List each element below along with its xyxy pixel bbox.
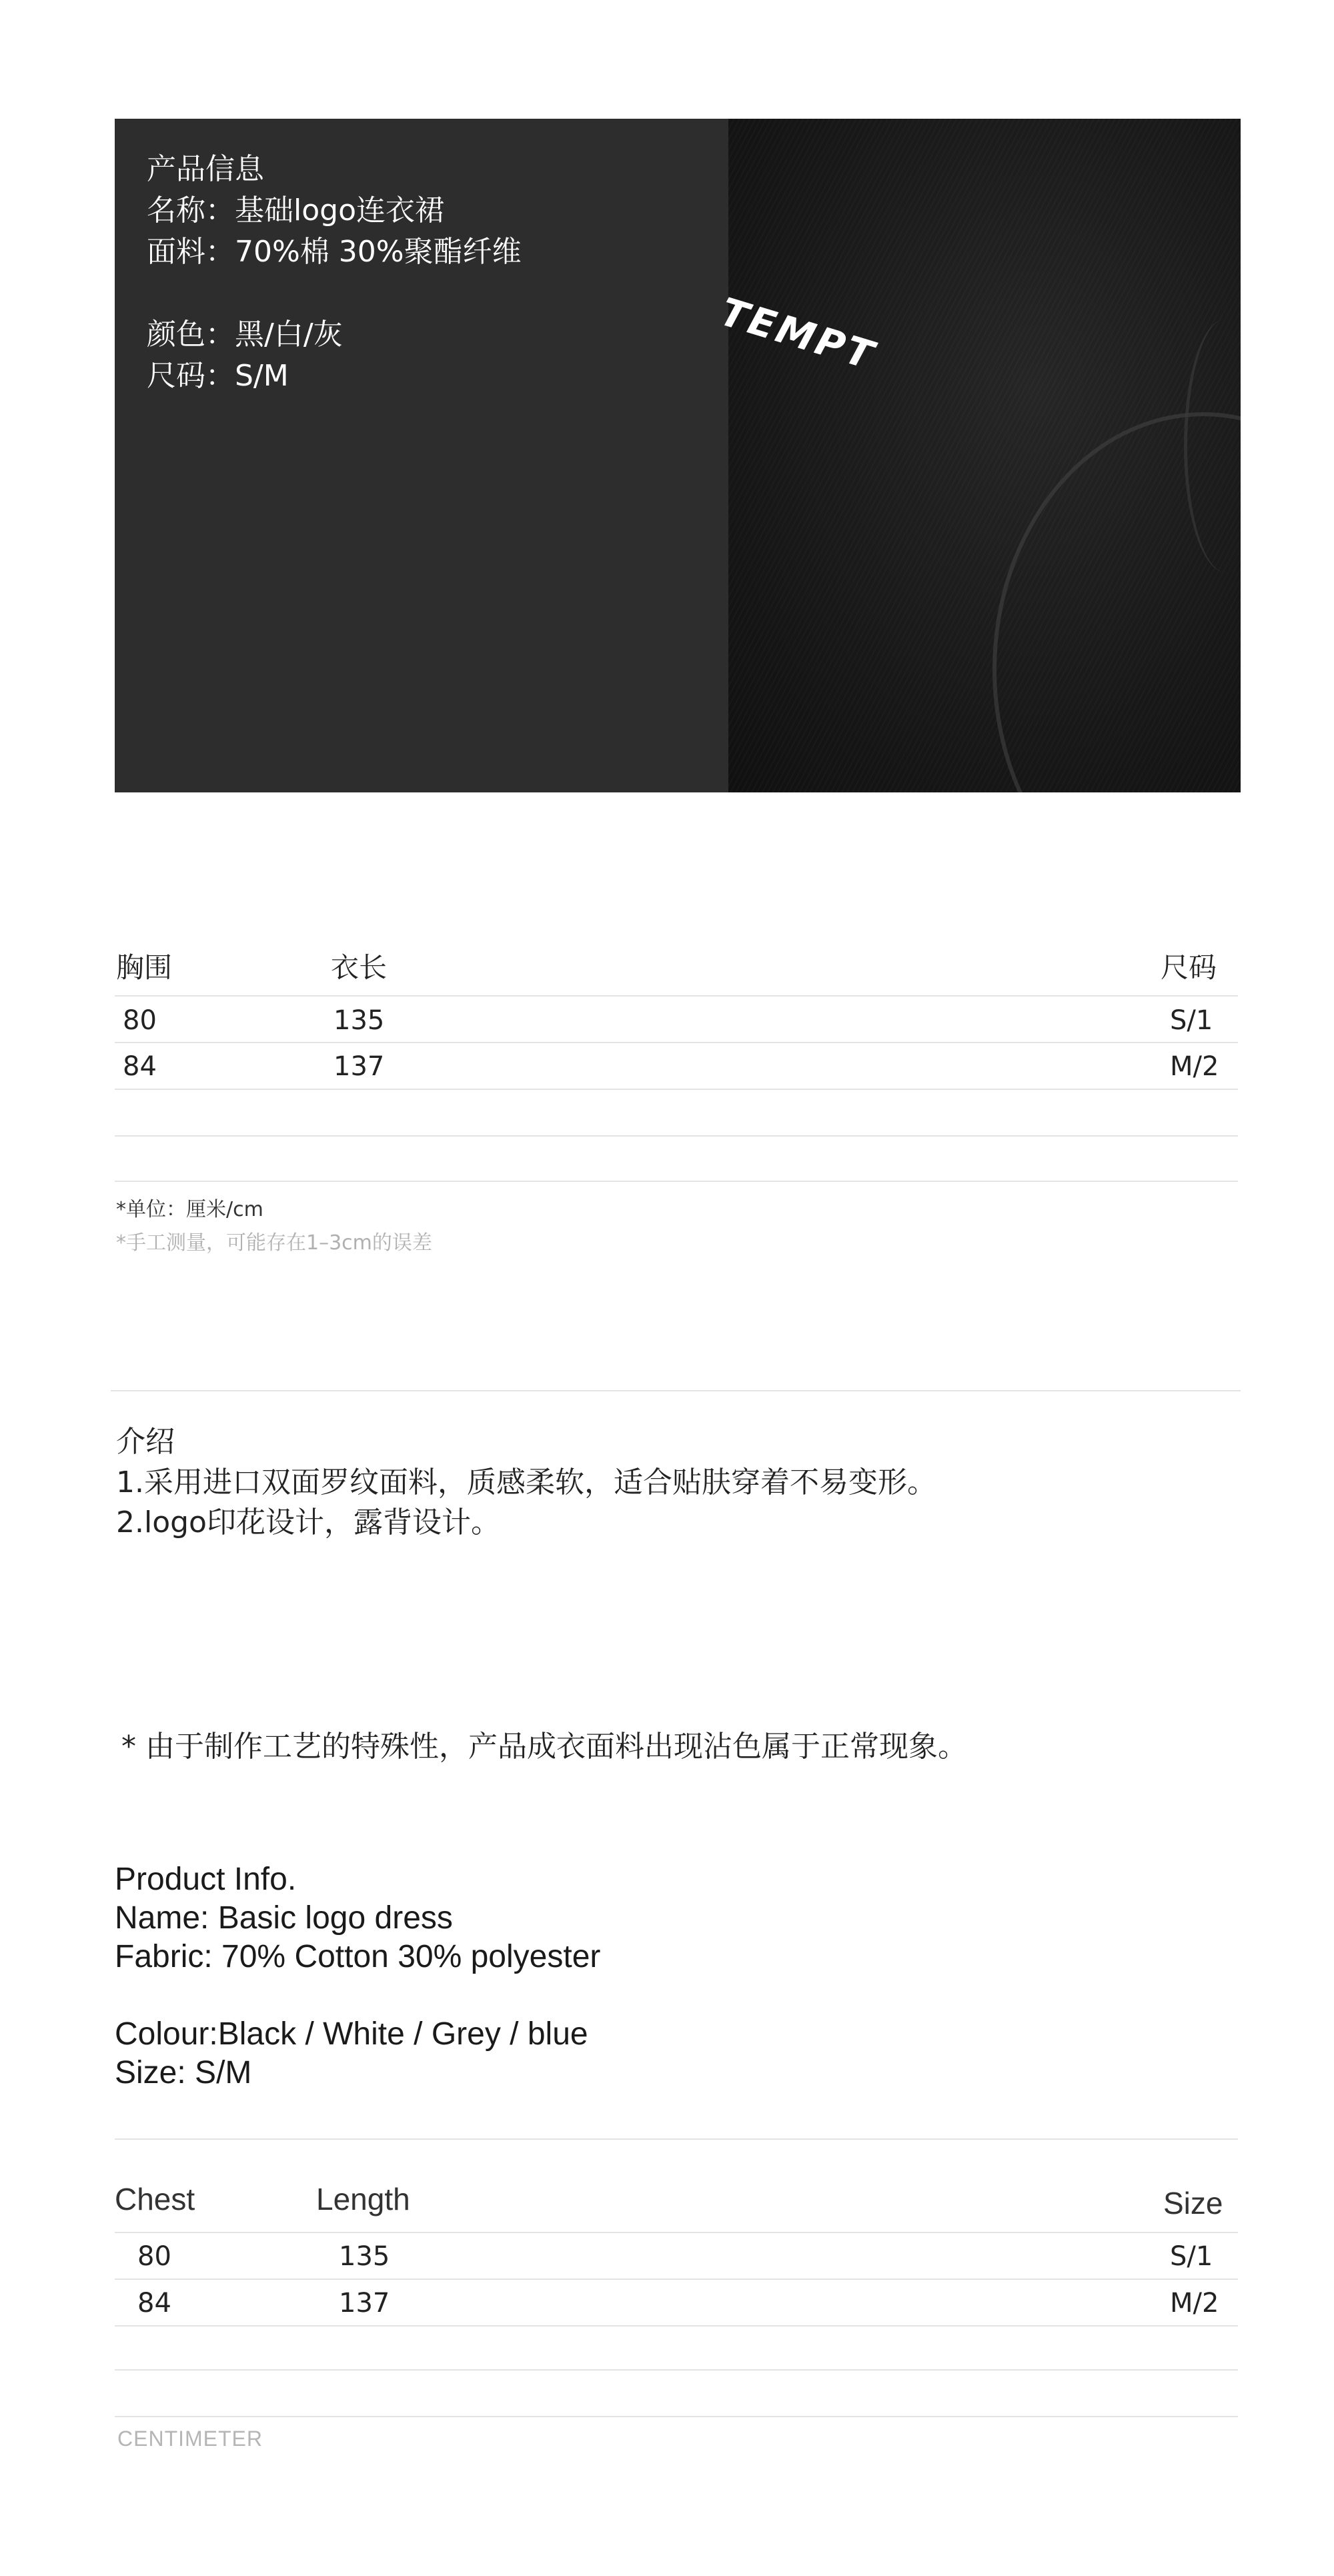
header-length-en: Length [316,2182,410,2216]
intro-line-2: 2.logo印花设计，露背设计。 [116,1505,500,1539]
info-name-en: Name: Basic logo dress [115,1900,453,1936]
brand-logo-print: TEMPT [715,289,881,379]
table-cell: 84 [137,2288,171,2319]
header-chest-cn: 胸围 [116,951,173,984]
table-cell: 84 [123,1051,157,1082]
table-cell: 137 [339,2288,390,2319]
table-rule [115,1181,1238,1182]
table-cell: M/2 [1170,1051,1219,1082]
table-cell: 135 [339,2241,390,2272]
unit-note-en: CENTIMETER [117,2427,263,2451]
intro-line-1: 1.采用进口双面罗纹面料，质感柔软，适合贴肤穿着不易变形。 [116,1465,936,1499]
table-cell: 135 [334,1005,385,1036]
info-size-en: Size: S/M [115,2055,252,2090]
info-title: 产品信息 [147,152,264,186]
info-fabric: 面料：70%棉 30%聚酯纤维 [147,235,522,269]
header-size-cn: 尺码 [1161,951,1217,984]
table-rule [115,2369,1238,2371]
section-divider [115,2138,1238,2140]
unit-note: *单位：厘米/cm [116,1198,263,1221]
info-size: 尺码：S/M [147,359,289,393]
header-length-cn: 衣长 [331,951,388,984]
table-rule [115,2416,1238,2417]
table-cell: 137 [334,1051,385,1082]
table-rule [115,995,1238,997]
info-name: 名称：基础logo连衣裙 [147,193,444,227]
info-colour-en: Colour:Black / White / Grey / blue [115,2016,588,2052]
table-rule [115,1089,1238,1090]
fabric-detail-photo [715,119,1241,792]
table-cell: S/1 [1170,1005,1213,1036]
product-info-cn [147,149,522,397]
header-size-en: Size [1163,2186,1223,2220]
table-cell: 80 [123,1005,157,1036]
product-hero-panel [115,119,1241,792]
table-cell: 80 [137,2241,171,2272]
table-rule [115,1135,1238,1137]
intro-title: 介绍 [116,1425,175,1459]
info-title-en: Product Info. [115,1862,297,1897]
table-cell: S/1 [1170,2241,1213,2272]
table-cell: M/2 [1170,2288,1219,2319]
table-rule [115,1042,1238,1043]
disclaimer-note: * 由于制作工艺的特殊性，产品成衣面料出现沾色属于正常现象。 [121,1730,967,1764]
section-divider [111,1390,1241,1391]
header-chest-en: Chest [115,2182,195,2216]
info-color: 颜色：黑/白/灰 [147,317,343,352]
info-fabric-en: Fabric: 70% Cotton 30% polyester [115,1939,601,1974]
table-rule [115,2232,1238,2233]
measure-note: *手工测量，可能存在1–3cm的误差 [116,1231,432,1255]
table-rule [115,2279,1238,2280]
table-rule [115,2325,1238,2327]
